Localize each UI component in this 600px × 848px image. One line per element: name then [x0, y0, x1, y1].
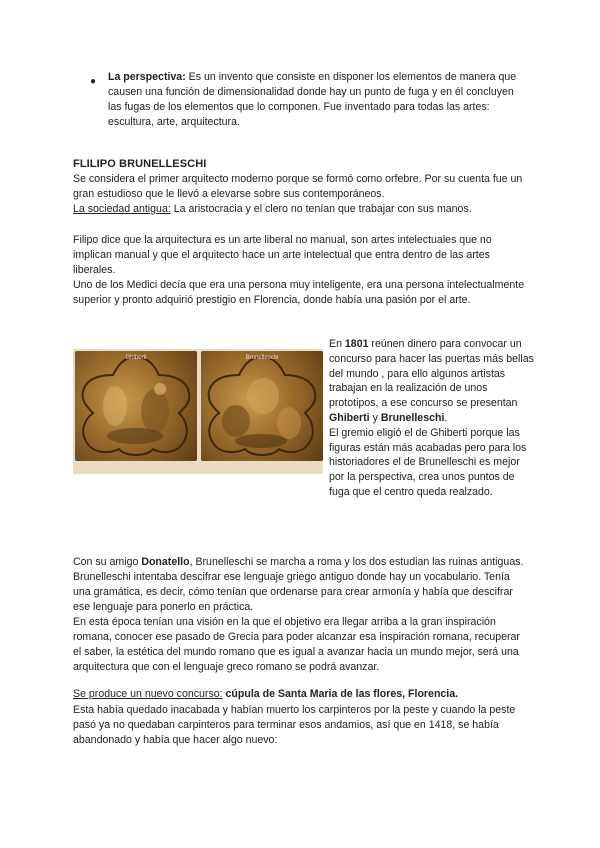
dome-paragraph: Esta había quedado inacabada y habían muerto los carpinteros por la peste y cuando la peste pasó ya no quedaban carpinteros para terminar esos andamios, así que en 1418, se había abandonado y había que hacer algo nuevo:	[73, 704, 516, 746]
ghiberti-caption: Ghiberti	[125, 355, 147, 361]
contest-paragraph	[329, 337, 534, 500]
contest-verdict: El gremio eligió el de Ghiberti porque las figuras están más acabadas pero para los historiadores el de Brunelleschi es mejor por la perspectiva, crea unos puntos de fuga que el centro queda realzado.	[329, 426, 527, 498]
contest-year: 1801	[344, 338, 369, 350]
medici-paragraph: Uno de los Medici decía que era una persona muy inteligente, era una persona intelectualmente superior y pronto adquirió prestigio en Florencia, donde había una pasión por el arte.	[73, 279, 525, 306]
dome-label: Se produce un nuevo concurso:	[73, 688, 223, 700]
ghiberti-panel-image	[75, 351, 197, 461]
contest-and: y	[369, 411, 381, 424]
contest-name-ghiberti: Ghiberti	[329, 411, 370, 424]
brunelleschi-relief-icon	[201, 351, 323, 461]
intro-paragraph: Se considera el primer arquitecto moderno porque se formó como orfebre. Por su cuenta fue un gran estudioso que le llevó a elevarse sobre sus contemporáneos.	[73, 173, 523, 200]
dome-title: cúpula de Santa Maria de las flores, Florencia.	[222, 688, 459, 700]
brunelleschi-panel-image	[201, 351, 323, 461]
contest-name-brunelleschi: Brunelleschi	[380, 411, 445, 424]
rome-text: , Brunelleschi se marcha a roma y los dos estudian las ruinas antiguas. Brunelleschi intentaba descifrar ese lenguaje griego antiguo donde hay un vocabulario. Tenía una gramática, es decir, cómo tenían que ordenarse para crear armonía y había que descifrar ese lenguaje para ponerlo en práctica.	[73, 556, 524, 613]
epoch-paragraph: En esta época tenían una visión en la que el objetivo era llegar arriba a la gran inspiración romana, conocer ese pasado de Grecia para poder alcanzar esa inspiración romana, recuperar el saber, la estética del mundo romano que es igual a avanzar hacia un mundo mejor, será una arquitectura que con el lenguaje greco romano se podrá avanzar.	[73, 616, 520, 673]
rome-pre: Con su amigo	[73, 556, 142, 568]
contest-end: .	[444, 411, 448, 424]
liberal-arts-paragraph: Filipo dice que la arquitectura es un arte liberal no manual, son artes intelectuales que no implican manual y que el arquitecto hace un arte intelectual que entra dentro de las artes liberales.	[73, 234, 492, 276]
contest-prefix: En	[329, 338, 345, 350]
ghiberti-relief-icon	[75, 351, 197, 461]
society-paragraph	[73, 202, 528, 217]
dome-heading	[73, 687, 533, 702]
society-text: La aristocracia y el clero no tenían que trabajar con sus manos.	[170, 203, 472, 215]
bullet-dot: ●	[90, 76, 97, 87]
rome-donatello: Donatello	[141, 556, 190, 568]
perspectiva-text: Es un invento que consiste en disponer los elementos de manera que causen una función de dimensionalidad donde hay un punto de fuga y en él concluyen las fugas de los elementos que lo componen. Fue inventado para todas las artes: escultura, arte, arquitectura.	[108, 71, 517, 128]
perspectiva-term: La perspectiva:	[108, 71, 186, 83]
brunelleschi-caption: Brunelleschi	[245, 355, 279, 361]
section-heading: FLILIPO BRUNELLESCHI	[73, 158, 207, 170]
contest-mid: reúnen dinero para convocar un concurso para hacer las puertas más bellas del mundo , para ello algunos artistas trabajan en la realización de unos prototipos, a ese concurso se presentan	[329, 338, 534, 410]
rome-paragraph	[73, 555, 528, 615]
society-label: La sociedad antigua:	[73, 203, 171, 215]
perspectiva-paragraph	[108, 70, 528, 130]
